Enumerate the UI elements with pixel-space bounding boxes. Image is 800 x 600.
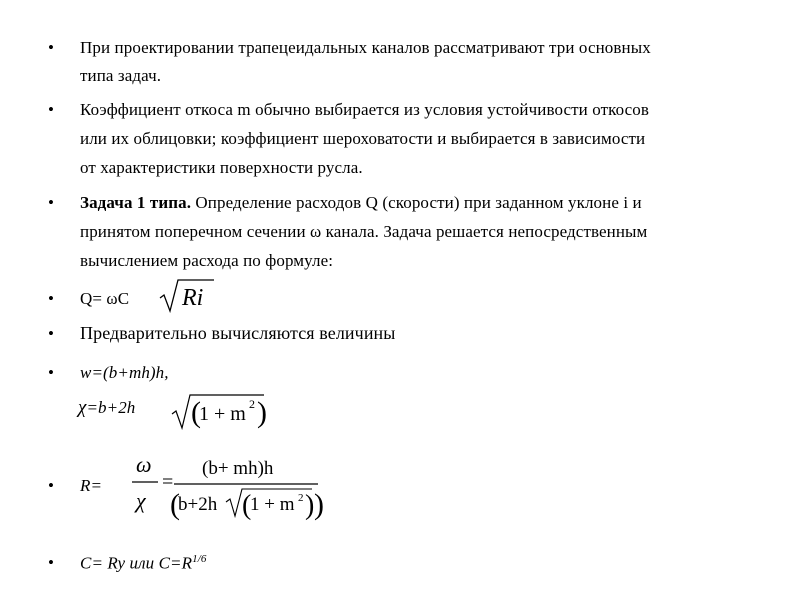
task-1-line — [80, 193, 642, 213]
c-formula — [80, 553, 206, 574]
exponent: 2 — [249, 397, 255, 411]
bullet-marker: • — [48, 324, 54, 343]
sqrt-1-m2-formula — [170, 392, 270, 432]
bullet-marker: • — [48, 289, 54, 308]
bullet-marker: • — [48, 476, 54, 495]
r-label: R= — [80, 476, 103, 495]
numerator: (b+ mh)h — [202, 458, 274, 479]
r-fraction-formula — [130, 452, 330, 522]
omega-symbol: ω — [136, 452, 152, 477]
task-1-title: Задача 1 типа. — [80, 193, 192, 212]
denominator-inside: 1 + m — [250, 494, 295, 515]
chi-text: =b+2h — [86, 398, 136, 417]
paragraph-line: или их облицовки; коэффициент шероховатости и выбирается в зависимости — [80, 129, 646, 148]
denominator-left: b+2h — [178, 494, 218, 515]
bullet-marker: • — [48, 38, 54, 57]
bullet-marker: • — [48, 553, 54, 572]
svg-text:(: ( — [242, 490, 252, 521]
paragraph-line: При проектировании трапецеидальных каналов рассматривают три основных — [80, 38, 651, 57]
sqrt-content: 1 + m — [199, 403, 246, 425]
sqrt-ri-formula — [156, 278, 216, 312]
chi-formula — [78, 397, 135, 419]
chi-symbol: χ — [78, 397, 87, 418]
c-exponent: 1/6 — [192, 553, 207, 565]
svg-text:=: = — [162, 471, 174, 493]
sqrt-content: Ri — [182, 285, 204, 311]
bullet-marker: • — [48, 100, 54, 119]
paragraph-line: типа задач. — [80, 66, 162, 85]
paragraph-line: принятом поперечном сечении ω канала. Задача решается непосредственным — [80, 222, 648, 241]
paragraph-line: Коэффициент откоса m обычно выбирается из условия устойчивости откосов — [80, 100, 650, 119]
paragraph-line: Предварительно вычисляются величины — [80, 323, 396, 343]
task-1-description: Определение расходов Q (скорости) при заданном уклоне i и — [191, 193, 642, 212]
svg-text:): ) — [257, 396, 267, 429]
paragraph-line: вычислением расхода по формуле: — [80, 251, 334, 270]
bullet-marker: • — [48, 363, 54, 382]
svg-text:(: ( — [191, 396, 201, 429]
paragraph-line: от характеристики поверхности русла. — [80, 158, 363, 177]
c-formula-text: C= Ry или C=R — [80, 553, 193, 573]
w-formula: w=(b+mh)h, — [80, 363, 169, 382]
chi-symbol: χ — [136, 488, 146, 513]
q-formula-text: Q= ωC — [80, 289, 130, 308]
bullet-marker: • — [48, 193, 54, 212]
svg-text:(: ( — [170, 488, 180, 521]
svg-text:): ) — [314, 488, 324, 521]
exponent: 2 — [298, 492, 304, 504]
svg-text:): ) — [305, 490, 315, 521]
